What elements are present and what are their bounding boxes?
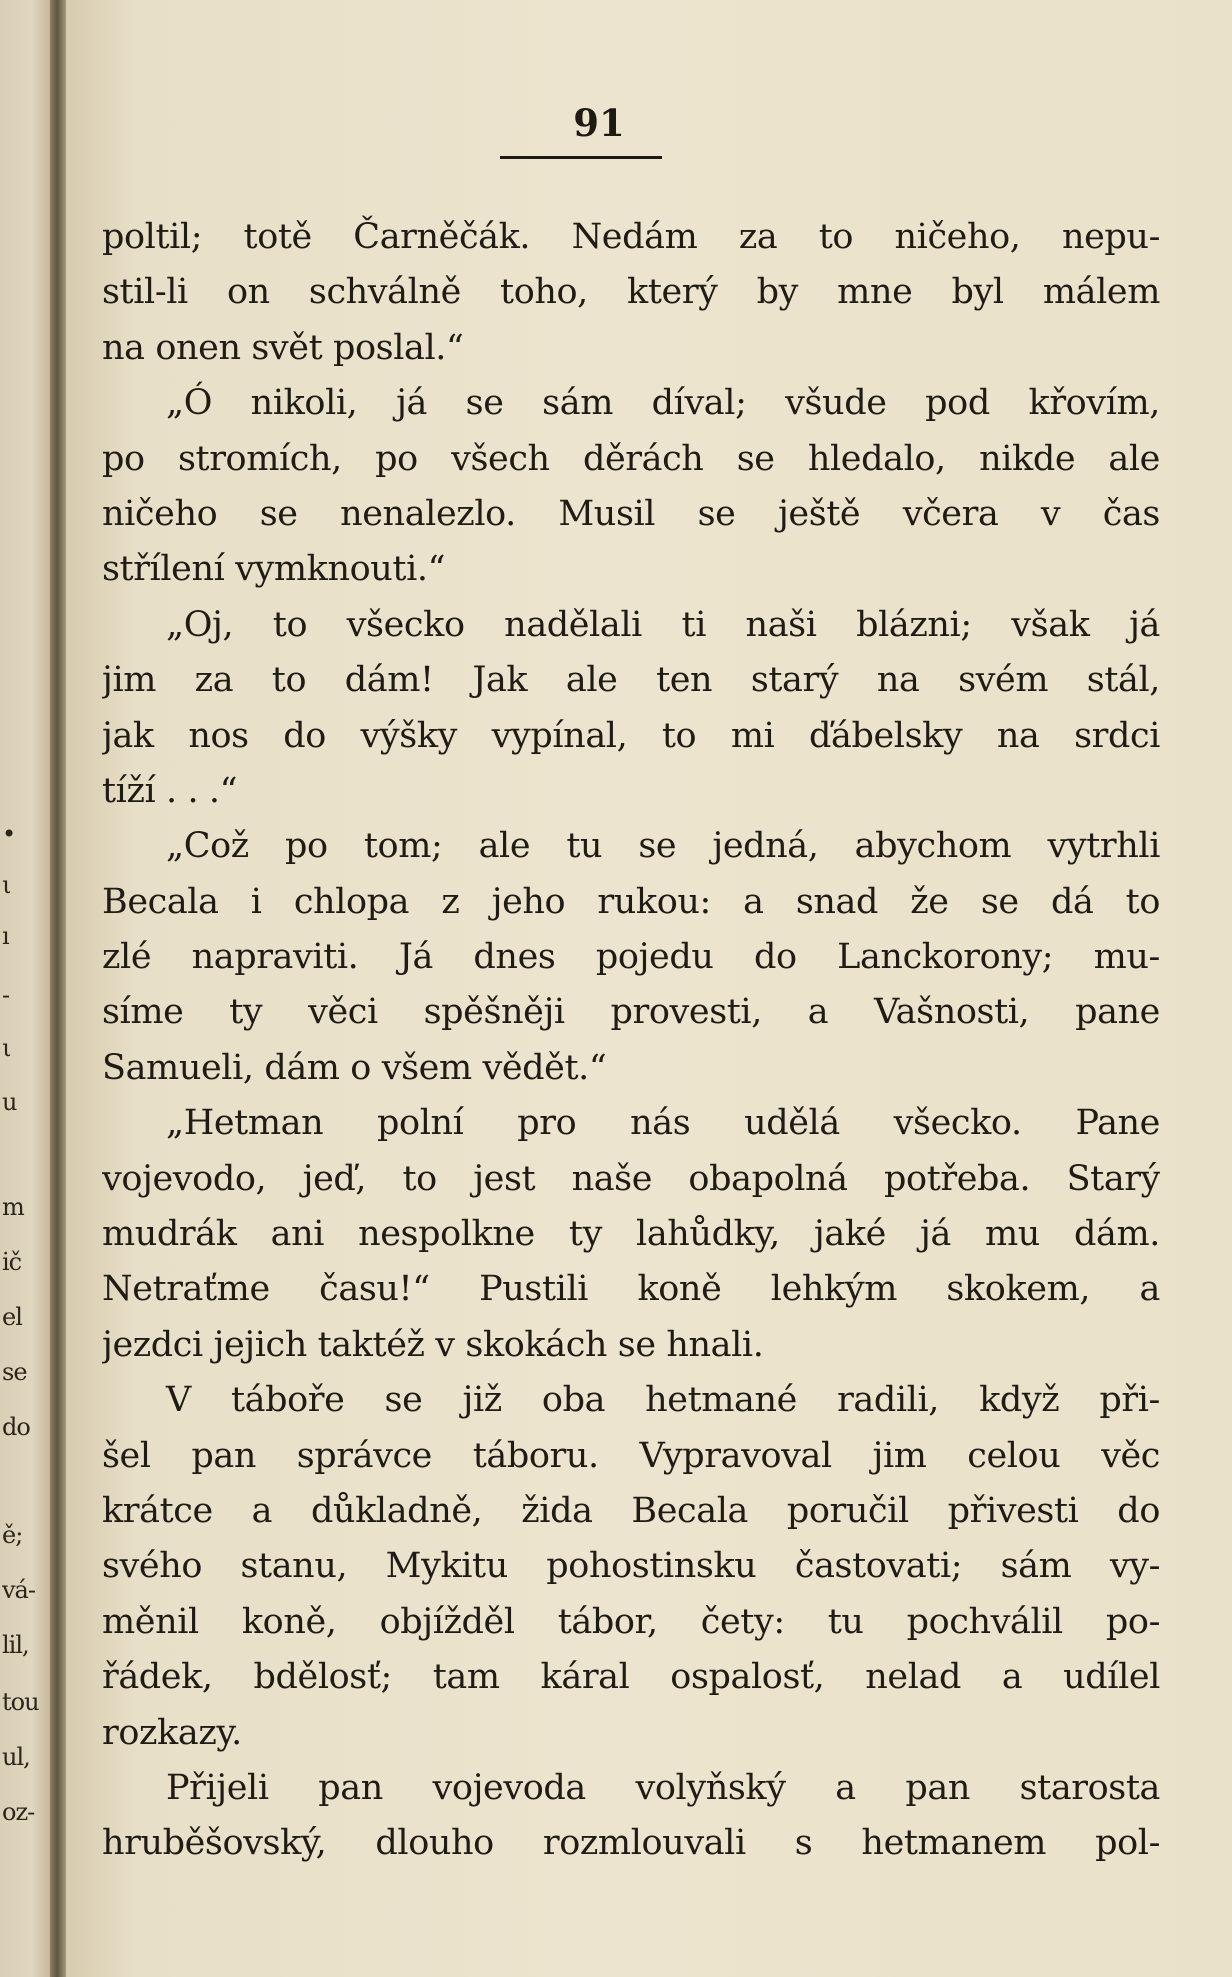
previous-page-fragment: ι xyxy=(2,873,11,897)
page-number: 91 xyxy=(573,101,625,145)
text-line: „Ó nikoli, já se sám díval; všude pod křovím, xyxy=(166,383,1160,424)
text-line: na onen svět poslal.“ xyxy=(102,327,464,368)
previous-page-fragment: ι xyxy=(2,1036,11,1060)
previous-page-fragment: oz- xyxy=(2,1800,35,1824)
previous-page-fragment: lil, xyxy=(2,1633,29,1657)
previous-page-fragment: ı xyxy=(2,924,9,948)
text-line: krátce a důkladně, žida Becala poručil přivesti do xyxy=(102,1490,1160,1531)
text-line: jim za to dám! Jak ale ten starý na svém stál, xyxy=(102,660,1160,701)
text-line: mudrák ani nespolkne ty lahůdky, jaké já mu dám. xyxy=(102,1214,1160,1255)
text-line: rozkazy. xyxy=(102,1712,242,1753)
previous-page-fragment: u xyxy=(2,1090,17,1114)
text-line: střílení vymknouti.“ xyxy=(102,549,446,590)
previous-page-fragment: vá- xyxy=(2,1578,35,1602)
text-line: měnil koně, objížděl tábor, čety: tu pochválil po- xyxy=(102,1601,1160,1642)
previous-page-fragment: ič xyxy=(2,1250,22,1274)
text-line: tíží . . .“ xyxy=(102,770,238,811)
text-line: Samueli, dám o všem vědět.“ xyxy=(102,1047,607,1088)
previous-page-fragment: ě; xyxy=(2,1523,23,1547)
text-line: svého stanu, Mykitu pohostinsku častovati; sám vy- xyxy=(102,1546,1160,1587)
text-line: „Oj, to všecko nadělali ti naši blázni; však já xyxy=(166,604,1160,645)
text-line: Becala i chlopa z jeho rukou: a snad že se dá to xyxy=(102,881,1160,922)
text-line: řádek, bdělosť; tam káral ospalosť, nelad a udílel xyxy=(102,1657,1160,1698)
previous-page-fragment: - xyxy=(2,983,10,1007)
previous-page-fragment: • xyxy=(2,822,16,846)
text-line: jak nos do výšky vypínal, to mi ďábelsky na srdci xyxy=(102,715,1160,756)
previous-page-fragment: ul, xyxy=(2,1745,30,1769)
text-line: síme ty věci spěšněji provesti, a Vašnosti, pane xyxy=(102,992,1160,1033)
text-line: vojevodo, jeď, to jest naše obapolná potřeba. Starý xyxy=(102,1158,1160,1199)
book-page xyxy=(66,0,1232,1977)
page-body-text xyxy=(102,210,1160,1872)
text-line: šel pan správce táboru. Vypravoval jim celou věc xyxy=(102,1435,1160,1476)
previous-page-fragment: do xyxy=(2,1415,30,1439)
text-line: Netraťme času!“ Pustili koně lehkým skokem, a xyxy=(102,1269,1160,1310)
text-line: jezdci jejich taktéž v skokách se hnali. xyxy=(102,1324,764,1365)
text-line: V táboře se již oba hetmané radili, když při- xyxy=(166,1380,1160,1421)
previous-page-fragment: m xyxy=(2,1195,24,1219)
text-line: po stromích, po všech děrách se hledalo, nikde ale xyxy=(102,438,1160,479)
book-spine-gutter xyxy=(50,0,66,1977)
text-line: „Což po tom; ale tu se jedná, abychom vytrhli xyxy=(166,826,1160,867)
header-rule xyxy=(500,156,662,159)
text-line: „Hetman polní pro nás udělá všecko. Pane xyxy=(166,1103,1160,1144)
text-line: ničeho se nenalezlo. Musil se ještě včera v čas xyxy=(102,493,1160,534)
text-line: Přijeli pan vojevoda volyňský a pan starosta xyxy=(166,1767,1160,1808)
previous-page-fragment: tou xyxy=(2,1690,39,1714)
text-line: stil-li on schválně toho, který by mne byl málem xyxy=(102,272,1160,313)
text-line: hruběšovský, dlouho rozmlouvali s hetmanem pol- xyxy=(102,1823,1160,1864)
previous-page-fragment: se xyxy=(2,1360,27,1384)
text-line: poltil; totě Čarněčák. Nedám za to ničeho, nepu- xyxy=(102,217,1160,257)
text-line: zlé napraviti. Já dnes pojedu do Lanckorony; mu- xyxy=(102,937,1160,978)
previous-page-fragment: el xyxy=(2,1305,22,1329)
